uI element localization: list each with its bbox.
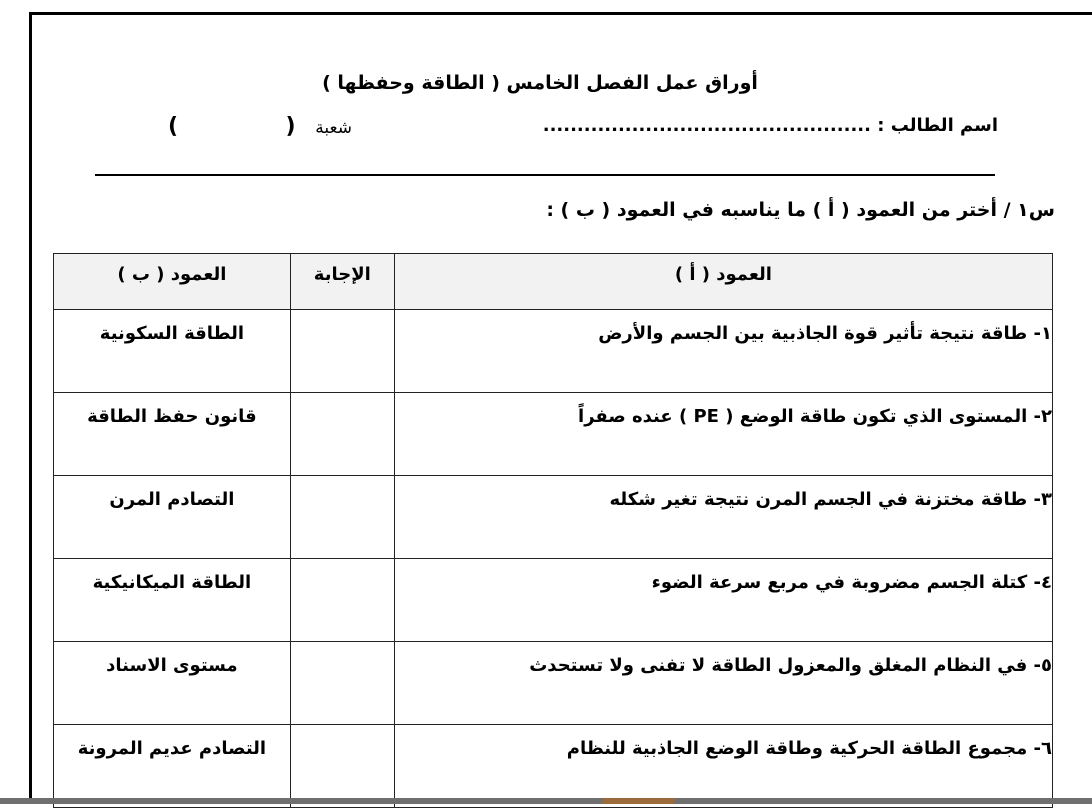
worksheet-title: أوراق عمل الفصل الخامس ( الطاقة وحفظها )	[322, 72, 758, 94]
cell-col-b: التصادم عديم المرونة	[54, 725, 291, 808]
student-name-label: اسم الطالب :	[877, 115, 998, 136]
answer-cell[interactable]	[290, 476, 394, 559]
cell-col-b: التصادم المرن	[54, 476, 291, 559]
bottom-taskbar-edge	[0, 798, 1092, 804]
bottom-accent-strip	[603, 798, 675, 804]
answer-cell[interactable]	[290, 642, 394, 725]
cell-col-b: الطاقة السكونية	[54, 310, 291, 393]
student-name-dots: ................................................	[542, 115, 871, 136]
cell-col-a: ١- طاقة نتيجة تأثير قوة الجاذبية بين الجسم والأرض	[394, 310, 1052, 393]
cell-col-b: قانون حفظ الطاقة	[54, 393, 291, 476]
student-name-line	[350, 115, 998, 136]
table-row	[54, 725, 1053, 808]
table-row	[54, 310, 1053, 393]
table-header-row	[54, 254, 1053, 310]
header-col-answer: الإجابة	[290, 254, 394, 310]
answer-cell[interactable]	[290, 559, 394, 642]
section-field	[162, 114, 352, 139]
header-divider	[95, 174, 995, 176]
cell-col-a: ٦- مجموع الطاقة الحركية وطاقة الوضع الجاذبية للنظام	[394, 725, 1052, 808]
cell-col-b: الطاقة الميكانيكية	[54, 559, 291, 642]
table-row	[54, 393, 1053, 476]
section-open-paren: (	[285, 114, 296, 139]
matching-table	[53, 253, 1053, 808]
table-row	[54, 559, 1053, 642]
table-row	[54, 476, 1053, 559]
cell-col-a: ٢- المستوى الذي تكون طاقة الوضع ( PE ) عنده صفراً	[394, 393, 1052, 476]
table-row	[54, 642, 1053, 725]
cell-col-a: ٥- في النظام المغلق والمعزول الطاقة لا تفنى ولا تستحدث	[394, 642, 1052, 725]
header-col-b: العمود ( ب )	[54, 254, 291, 310]
section-close-paren: )	[167, 114, 179, 139]
cell-col-b: مستوى الاسناد	[54, 642, 291, 725]
section-label: شعبة	[315, 118, 352, 138]
header-col-a: العمود ( أ )	[394, 254, 1052, 310]
answer-cell[interactable]	[290, 310, 394, 393]
cell-col-a: ٣- طاقة مختزنة في الجسم المرن نتيجة تغير شكله	[394, 476, 1052, 559]
question-text: س١ / أختر من العمود ( أ ) ما يناسبه في العمود ( ب ) :	[546, 199, 1055, 221]
answer-cell[interactable]	[290, 393, 394, 476]
cell-col-a: ٤- كتلة الجسم مضروبة في مربع سرعة الضوء	[394, 559, 1052, 642]
answer-cell[interactable]	[290, 725, 394, 808]
